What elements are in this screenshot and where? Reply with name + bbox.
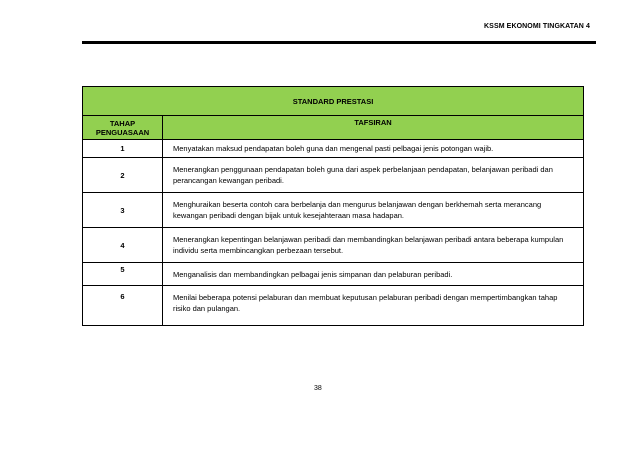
description-cell: Menganalisis dan membandingkan pelbagai jenis simpanan dan pelaburan peribadi. bbox=[163, 263, 584, 286]
level-cell: 4 bbox=[83, 228, 163, 263]
table-row bbox=[83, 263, 584, 286]
level-cell: 2 bbox=[83, 158, 163, 193]
description-cell: Menerangkan kepentingan belanjawan peribadi dan membandingkan belanjawan peribadi antara beberapa kumpulan individu serta membincangkan perbezaan tersebut. bbox=[163, 228, 584, 263]
description-cell: Menghuraikan beserta contoh cara berbelanja dan mengurus belanjawan dengan berkhemah serta merancang kewangan peribadi dengan bijak untuk kesejahteraan masa hadapan. bbox=[163, 193, 584, 228]
page-number: 38 bbox=[314, 385, 322, 392]
table-title: STANDARD PRESTASI bbox=[83, 87, 584, 116]
level-cell: 6 bbox=[83, 286, 163, 326]
description-cell: Menerangkan penggunaan pendapatan boleh guna dari aspek perbelanjaan pendapatan, belanjawan peribadi dan perancangan kewangan peribadi. bbox=[163, 158, 584, 193]
table-row bbox=[83, 140, 584, 158]
level-cell: 1 bbox=[83, 140, 163, 158]
standard-prestasi-table bbox=[82, 86, 584, 326]
level-cell: 5 bbox=[83, 263, 163, 286]
table-row bbox=[83, 286, 584, 326]
column-header-level-line2: PENGUASAAN bbox=[95, 127, 150, 137]
table-row bbox=[83, 228, 584, 263]
level-cell: 3 bbox=[83, 193, 163, 228]
table-row bbox=[83, 193, 584, 228]
column-header-level-line1: TAHAP bbox=[109, 118, 136, 128]
column-header-level bbox=[83, 116, 163, 140]
table-row bbox=[83, 158, 584, 193]
description-cell: Menyatakan maksud pendapatan boleh guna dan mengenal pasti pelbagai jenis potongan wajib. bbox=[163, 140, 584, 158]
column-header-description: TAFSIRAN bbox=[163, 116, 584, 140]
header-divider bbox=[82, 41, 596, 44]
document-header-title: KSSM EKONOMI TINGKATAN 4 bbox=[484, 23, 590, 30]
description-cell: Menilai beberapa potensi pelaburan dan membuat keputusan pelaburan peribadi dengan mempertimbangkan tahap risiko dan pulangan. bbox=[163, 286, 584, 326]
